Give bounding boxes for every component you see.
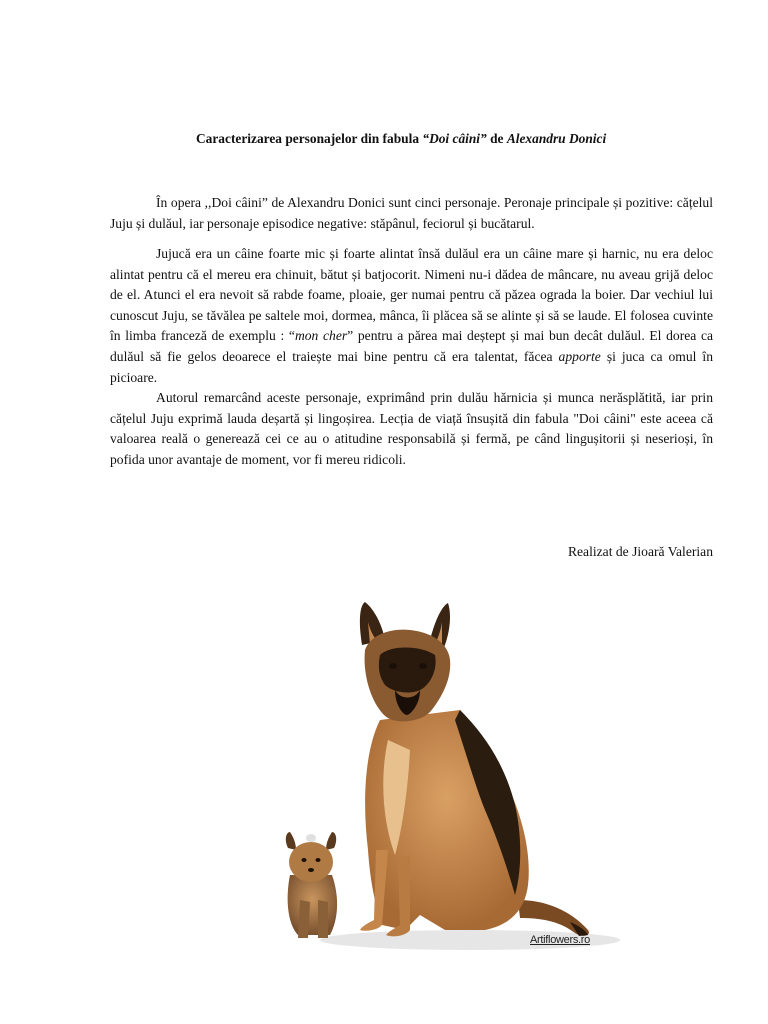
paragraph-conclusion: Autorul remarcând aceste personaje, exprimând prin dulău hărnicia și munca nerăsplătită, iar prin cățelul Juju exprimă lauda deșartă și lingoșirea. Lecția de viață însușită din fabula "Doi câini" este aceea că valoarea reală o generează cei ce au o atitudine responsabilă și fermă, pe când lingușitorii și neserioși, în pofida unor avantaje de moment, vor fi mereu ridicoli. [110,390,713,467]
yorkshire-terrier-dog [286,832,337,938]
document-title [196,131,716,147]
title-middle: de [486,131,507,146]
p2-text-a: Jujucă era un câine foarte mic și foarte alintat însă dulăul era un câine mare și harnic, nu era deloc alintat pentru că el mereu era chinuit, bătut și batjocorit. Nimeni nu-i dădea de mâncare, nu aveau grijă deloc de el. Atunci el era nevoit să rabde foame, ploaie, ger numai pentru că păzea ograda la boier. Dar vechiul lui cunoscut Juju, se tăvălea pe saltele moi, dormea, mânca, îi plăcea să se alinte și să se laude. El folosea cuvinte în limba franceză de exemplu : “ [110,246,713,344]
p2-text-e: și juca ca omul în picioare. [110,348,713,385]
p2-italic-mon-cher: mon cher [294,328,348,344]
watermark-text: Artiflowers.ro [530,934,590,946]
paragraph-characters [110,244,713,388]
paragraph-intro: În opera ,,Doi câini” de Alexandru Donici sunt cinci personaje. Peronaje principale și pozitive: cățelul Juju și dulăul, iar personaje episodice negative: stăpânul, feciorul și bucătarul. [110,195,713,231]
p2-text-c: ” pentru a părea mai deștept și mai bun decât dulăul. El dorea ca dulăul să fie gelos deoarece el traiește mai bine pentru că era talentat, făcea [110,328,714,364]
author-signature: Realizat de Jioară Valerian [567,544,713,559]
title-prefix: Caracterizarea personajelor din fabula [196,131,423,146]
p2-italic-apporte: apporte [558,348,601,364]
german-shepherd-dog [360,602,589,936]
title-work: “Doi câini” [422,131,487,146]
dogs-photo [270,600,620,960]
title-author: Alexandru Donici [506,131,607,146]
